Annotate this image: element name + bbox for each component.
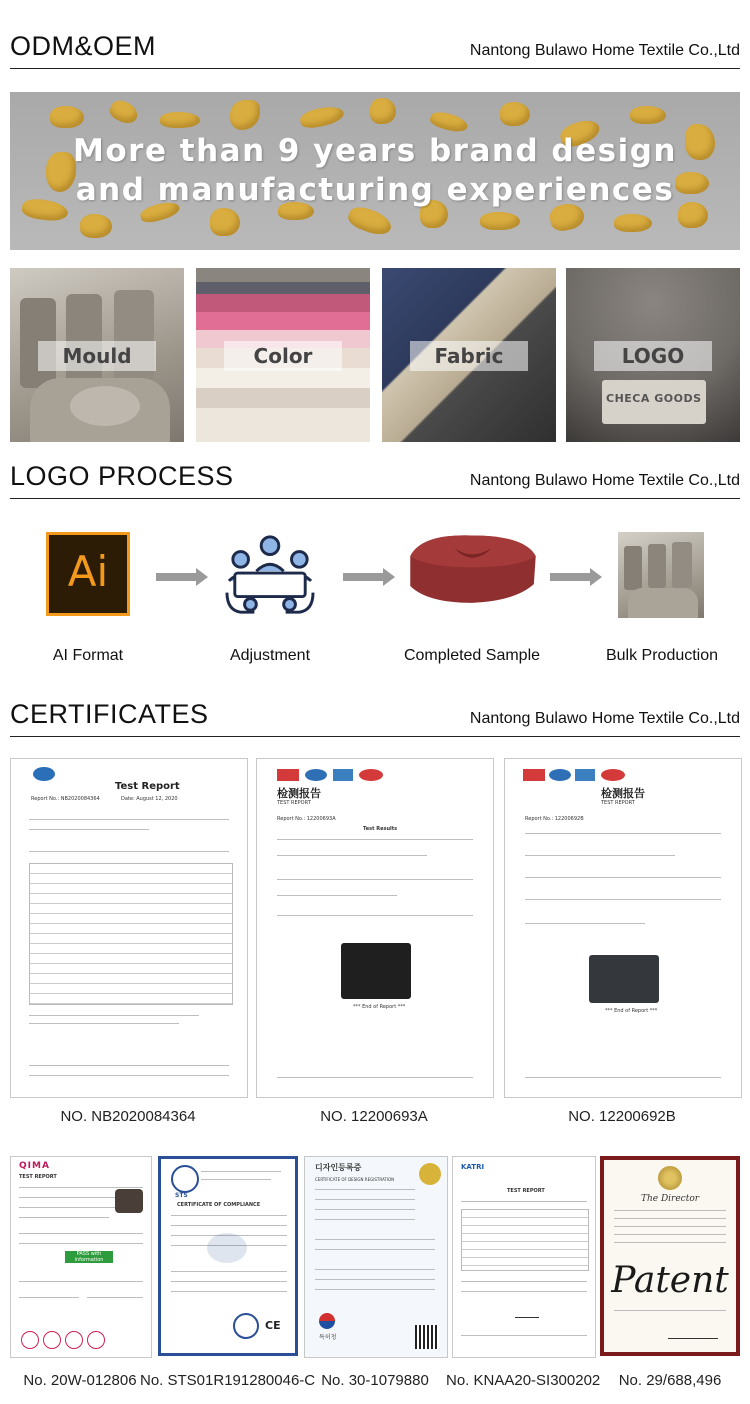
- mould-tile: [10, 268, 184, 442]
- cert-title: CERTIFICATE OF COMPLIANCE: [177, 1202, 261, 1208]
- tile-label: Fabric: [410, 341, 528, 371]
- cert-pass-badge: PASS with information: [65, 1251, 113, 1263]
- certificate-caption: No. 29/688,496: [618, 1372, 722, 1389]
- logo-tile: [566, 268, 740, 442]
- certificate-korean-design-registration: [304, 1156, 448, 1358]
- cert-title: Test Report: [115, 781, 180, 792]
- section-title: CERTIFICATES: [10, 699, 209, 729]
- arrow-right-icon: [550, 573, 592, 581]
- cert-report-no: Report No.: 12200692B: [525, 816, 584, 822]
- logo-process-section-header: [10, 458, 740, 499]
- tile-label: LOGO: [594, 341, 712, 371]
- certificate-caption: NO. 12200693A: [320, 1108, 428, 1125]
- banner-headline: [10, 132, 740, 210]
- color-tile: [196, 268, 370, 442]
- certificate-caption: NO. 12200692B: [568, 1108, 676, 1125]
- step-label-adjustment: Adjustment: [229, 647, 311, 664]
- certificate-test-report-12200693a: [256, 758, 494, 1098]
- certificate-test-report-12200692b: [504, 758, 742, 1098]
- cert-heading: The Director: [640, 1194, 700, 1204]
- cert-brand: QIMA: [19, 1161, 50, 1171]
- cert-title: TEST REPORT: [507, 1188, 545, 1194]
- step-label-bulk-production: Bulk Production: [605, 647, 719, 664]
- step-label-ai-format: AI Format: [52, 647, 124, 664]
- fabric-tile: [382, 268, 556, 442]
- section-title: ODM&OEM: [10, 31, 157, 61]
- cert-brand: KATRI: [461, 1163, 485, 1171]
- ai-icon-text: Ai: [67, 547, 109, 596]
- cert-end-note: *** End of Report ***: [353, 1004, 406, 1010]
- cert-report-no: Report No.: NB2020084364: [31, 796, 100, 802]
- factory-molds-icon: [618, 532, 704, 618]
- tile-label: Color: [224, 341, 342, 371]
- certificates-section-header: [10, 696, 740, 737]
- arrow-right-icon: [343, 573, 385, 581]
- cert-title: 디자인등록증: [315, 1163, 362, 1172]
- experience-banner: [10, 92, 740, 250]
- certificate-caption: No. 30-1079880: [321, 1372, 429, 1389]
- company-name: Nantong Bulawo Home Textile Co.,Ltd: [469, 472, 740, 489]
- cert-date: Date: August 12, 2020: [121, 796, 178, 802]
- company-name: Nantong Bulawo Home Textile Co.,Ltd: [469, 710, 740, 727]
- adobe-illustrator-icon: [46, 532, 130, 616]
- seat-cushion-icon: [398, 528, 548, 616]
- step-label-completed-sample: Completed Sample: [403, 647, 541, 664]
- cert-title: 检测报告: [277, 787, 321, 800]
- certificate-katri-test-report: [452, 1156, 596, 1358]
- tile-label: Mould: [38, 341, 156, 371]
- company-name: Nantong Bulawo Home Textile Co.,Ltd: [469, 42, 740, 59]
- cert-section: Test Results: [363, 826, 398, 832]
- certificate-caption: No. 20W-012806: [23, 1372, 137, 1389]
- certificate-caption: No. STS01R191280046-C: [140, 1372, 316, 1389]
- banner-line-2: and manufacturing experiences: [75, 172, 675, 208]
- certificate-test-report-nb2020084364: [10, 758, 248, 1098]
- cert-report-no: Report No.: 12200693A: [277, 816, 336, 822]
- certificate-us-patent: [600, 1156, 740, 1356]
- cert-brand: STS: [175, 1192, 188, 1199]
- meeting-people-icon: [220, 532, 320, 620]
- cert-end-note: *** End of Report ***: [605, 1008, 658, 1014]
- cert-title: Patent: [611, 1260, 729, 1301]
- cert-title: TEST REPORT: [19, 1174, 57, 1180]
- section-title: LOGO PROCESS: [10, 461, 234, 491]
- cert-subtitle: TEST REPORT: [601, 800, 635, 806]
- cert-title: 检测报告: [601, 787, 645, 800]
- logo-tag-text: CHECA GOODS: [606, 392, 702, 405]
- odm-section-header: [10, 28, 740, 69]
- cert-subtitle: CERTIFICATE OF DESIGN REGISTRATION: [315, 1177, 395, 1182]
- banner-line-1: More than 9 years brand design: [73, 133, 677, 169]
- cert-office: 특허청: [319, 1334, 337, 1341]
- certificate-sts-compliance: STS CERTIFICATE OF COMPLIANCE CE: [158, 1156, 298, 1356]
- cert-subtitle: TEST REPORT: [277, 800, 311, 806]
- certificate-caption: NO. NB2020084364: [60, 1108, 196, 1125]
- arrow-right-icon: [156, 573, 198, 581]
- certificate-qima-test-report: [10, 1156, 152, 1358]
- certificate-caption: No. KNAA20-SI300202: [446, 1372, 601, 1389]
